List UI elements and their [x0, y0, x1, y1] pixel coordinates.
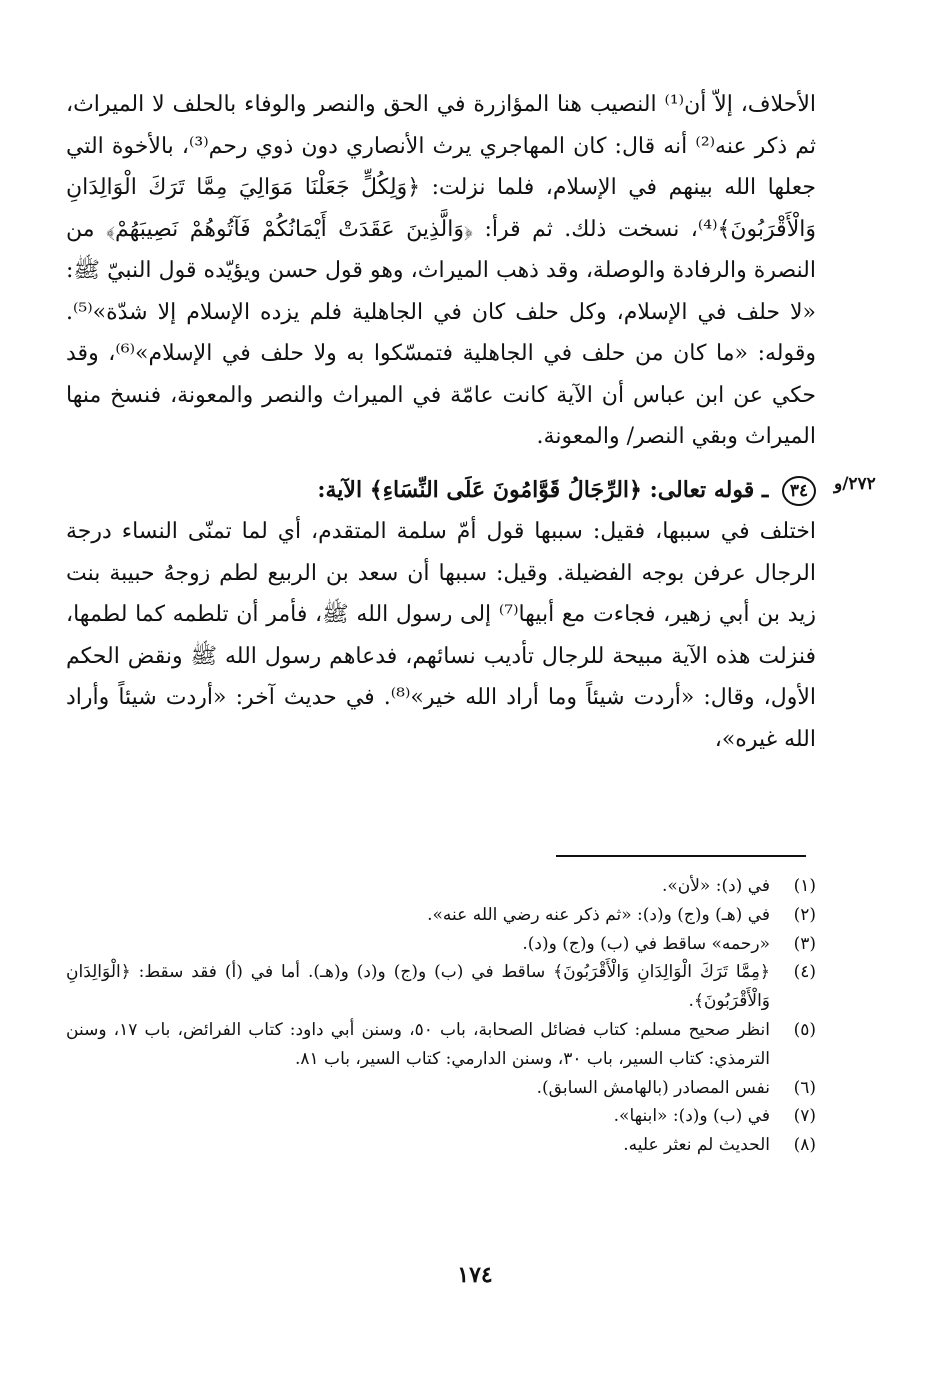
footnote-number: (٧): [793, 1106, 816, 1127]
verse-heading: [66, 470, 816, 512]
footnote-text: نفس المصادر (بالهامش السابق).: [536, 1077, 770, 1098]
footnotes: [66, 872, 816, 1160]
footnote: [66, 1131, 816, 1160]
footnote: [66, 1074, 816, 1103]
footnote-text: «رحمه» ساقط في (ب) و(ج) و(د).: [522, 933, 770, 954]
verse-number-ornament: ٣٤: [782, 476, 816, 506]
main-text: [66, 84, 816, 760]
footnote: [66, 872, 816, 901]
manuscript-folio-note: ٢٧٢/و: [834, 474, 876, 494]
footnote-number: (٤): [793, 962, 816, 983]
footnote-number: (٨): [793, 1135, 816, 1156]
footnote: [66, 958, 816, 1016]
paragraph-2: اختلف في سببها، فقيل: سببها قول أمّ سلمة المتقدم، أي لما تمنّى النساء درجة الرجال عرفن بوجه الفضيلة. وقيل: سببها أن سعد بن الربيع لطم زوجهُ حبيبة بنت زيد بن أبي زهير، فجاءت مع أبيها⁽⁷⁾ إلى رسول الله ﷺ، فأمر أن تلطمه كما لطمها، فنزلت هذه الآية مبيحة للرجال تأديب نسائهم، فدعاهم رسول الله ﷺ ونقض الحكم الأول، وقال: «أردت شيئاً وما أراد الله خير»⁽⁸⁾. في حديث آخر: «أردت شيئاً وأراد الله غيره»،: [66, 519, 817, 752]
footnote-text: في (د): «لأن».: [661, 876, 770, 896]
footnote-number: (٥): [793, 1019, 816, 1040]
footnote: [66, 1102, 816, 1131]
verse-heading-text: ـ قوله تعالى: ﴿الرِّجَالُ قَوَّامُونَ عَلَى النِّسَاءِ﴾ الآية:: [317, 476, 769, 503]
footnote: [66, 1016, 816, 1074]
paragraph-1: الأحلاف، إلاّ أن⁽¹⁾ النصيب هنا المؤازرة في الحق والنصر والوفاء بالحلف لا الميراث، ثم ذكر عنه⁽²⁾ أنه قال: كان المهاجري يرث الأنصاري دون ذوي رحم⁽³⁾، بالأخوة التي جعلها الله بينهم في الإسلام، فلما نزلت: ﴿وَلِكُلٍّ جَعَلْنَا مَوَالِيَ مِمَّا تَرَكَ الْوَالِدَانِ وَالْأَقْرَبُونَ﴾⁽⁴⁾، نسخت ذلك. ثم قرأ: ﴿وَالَّذِينَ عَقَدَتْ أَيْمَانُكُمْ فَآتُوهُمْ نَصِيبَهُمْ﴾ من النصرة والرفادة والوصلة، وقد ذهب الميراث، وهو قول حسن ويؤيّده قول النبيّ ﷺ: «لا حلف في الإسلام، وكل حلف كان في الجاهلية فلم يزده الإسلام إلا شدّة»⁽⁵⁾. وقوله: «ما كان من حلف في الجاهلية فتمسّكوا به ولا حلف في الإسلام»⁽⁶⁾، وقد حكي عن ابن عباس أن الآية كانت عامّة في الميراث والنصر والمعونة، فنسخ منها الميراث وبقي النصر/ والمعونة.: [66, 92, 817, 449]
footnote-number: (٦): [793, 1077, 816, 1098]
footnote-text: انظر صحيح مسلم: كتاب فضائل الصحابة، باب ٥٠، وسنن أبي داود: كتاب الفرائض، باب ١٧، وسنن الترمذي: كتاب السير، باب ٣٠، وسنن الدارمي: كتاب السير، باب ٨١.: [66, 1019, 770, 1069]
footnote-number: (٢): [793, 904, 816, 925]
footnote-text: في (ب) و(د): «ابنها».: [613, 1106, 770, 1127]
footnote-text: ﴿مِمَّا تَرَكَ الْوَالِدَانِ وَالْأَقْرَبُونَ﴾ ساقط في (ب) و(ج) و(د) و(هـ). أما في (أ) فقد سقط: ﴿الْوَالِدَانِ وَالْأَقْرَبُونَ﴾.: [66, 962, 770, 1012]
footnote-text: الحديث لم نعثر عليه.: [623, 1135, 770, 1156]
page-number: ١٧٤: [457, 1262, 493, 1288]
footnote-number: (٣): [793, 933, 816, 954]
footnote: [66, 901, 816, 930]
footnote-divider: [556, 855, 806, 857]
footnote-text: في (هـ) و(ج) و(د): «ثم ذكر عنه رضي الله عنه».: [427, 904, 770, 925]
footnote-number: (١): [793, 876, 816, 896]
footnote: [66, 930, 816, 959]
